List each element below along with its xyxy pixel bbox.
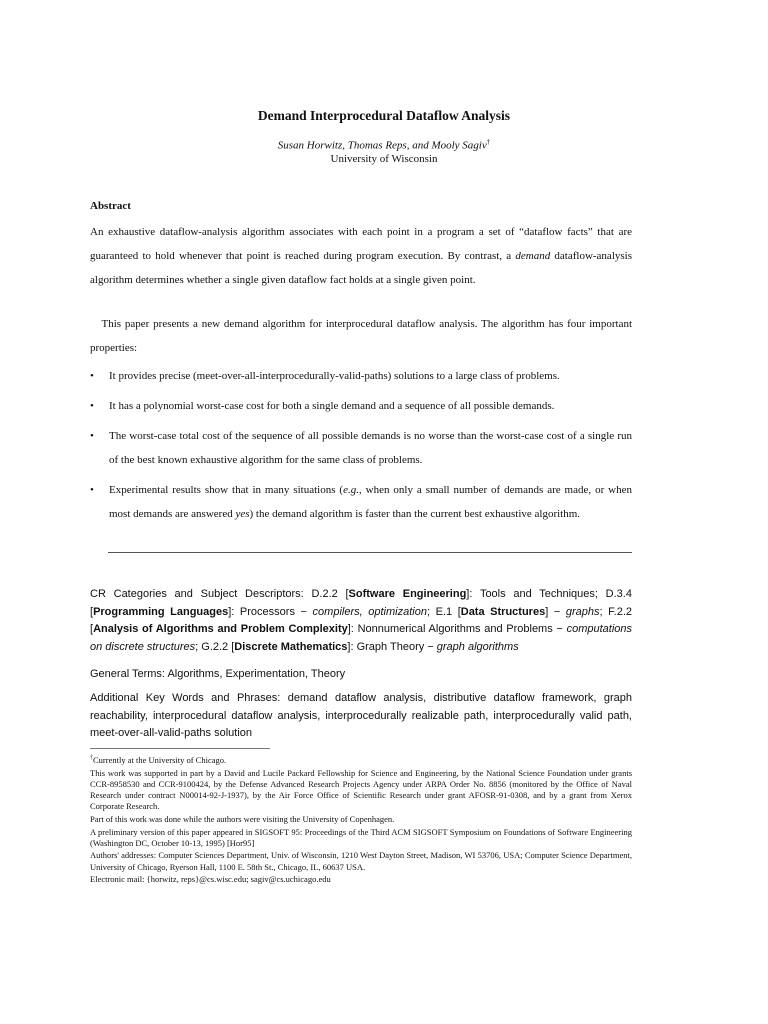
cr-bold: Analysis of Algorithms and Problem Complexity	[93, 623, 348, 635]
bullet-text: The worst-case total cost of the sequence of all possible demands is no worse than the worst-case cost of a single run of the best known exhaustive algorithm for the same class of problems.	[109, 430, 632, 466]
cr-text: ; F.2.2 [	[90, 605, 632, 635]
footnote-addresses: Authors' addresses: Computer Sciences Department, Univ. of Wisconsin, 1210 West Dayton Street, Madison, WI 53706, USA; Computer Science Department, University of Chicago, Ryerson Hall, 1100 E. 58th St., Chicago, IL, 60637 USA.	[90, 850, 632, 872]
bullet-icon: •	[90, 400, 94, 412]
author-dagger: †	[486, 138, 491, 146]
footnote-dagger: †	[90, 755, 93, 761]
cr-bold: Data Structures	[460, 605, 546, 618]
cr-text: CR Categories and Subject Descriptors: D.2.2 [	[90, 588, 349, 600]
footnote-copenhagen: Part of this work was done while the authors were visiting the University of Copenhagen.	[90, 813, 395, 824]
abstract-p1-text-a: An exhaustive dataflow-analysis algorithm associates with each point in a program a set of “dataflow facts” that are guaranteed to hold whenever that point is reached during program execution. By contrast, a	[90, 226, 632, 262]
bullet-text-yes: yes	[235, 508, 250, 520]
bullet-text: It provides precise (meet-over-all-interprocedurally-valid-paths) solutions to a large class of problems.	[109, 370, 560, 382]
footnote-rule	[90, 748, 270, 749]
cr-italic: compilers, optimization	[312, 605, 427, 618]
abstract-p2-text: This paper presents a new demand algorithm for interprocedural dataflow analysis. The algorithm has four important properties:	[90, 318, 633, 354]
cr-text: ]: Nonnumerical Algorithms and Problems −	[347, 623, 567, 635]
abstract-heading: Abstract	[90, 200, 131, 212]
bullet-text: Experimental results show that in many situations (	[109, 484, 344, 496]
cr-text: ] −	[545, 605, 566, 618]
cr-bold: Software Engineering	[348, 588, 467, 600]
cr-text: ]: Graph Theory −	[347, 640, 437, 653]
abstract-p1-emphasis: demand	[515, 250, 551, 262]
bullet-icon: •	[90, 484, 94, 496]
footnotes	[90, 753, 632, 887]
additional-keywords: Additional Key Words and Phrases: demand dataflow analysis, distributive dataflow framework, graph reachability, interprocedural dataflow analysis, interprocedurally realizable path, interprocedurally valid path, meet-over-all-valid-paths solution	[90, 692, 632, 739]
cr-bold: Programming Languages	[93, 605, 229, 618]
list-item	[90, 424, 632, 472]
bullet-text-eg: e.g.	[343, 484, 359, 496]
cr-italic: graph algorithms	[436, 640, 519, 653]
abstract-paragraph-1	[90, 220, 632, 292]
cr-text: ]: Tools and Techniques; D.3.4 [	[90, 588, 632, 618]
abstract-paragraph-2	[90, 312, 632, 360]
list-item	[90, 364, 632, 388]
general-terms: General Terms: Algorithms, Experimentation, Theory	[90, 668, 346, 680]
footnote-preliminary: A preliminary version of this paper appeared in SIGSOFT 95: Proceedings of the Third ACM SIGSOFT Symposium on Foundations of Software Engineering (Washington DC, October 10-13, 1995) [Hor95]	[90, 826, 632, 848]
bullet-text: ) the demand algorithm is faster than the current best exhaustive algorithm.	[249, 508, 581, 520]
cr-text: ]: Processors −	[228, 605, 313, 618]
author-block	[0, 136, 768, 166]
bullet-icon: •	[90, 430, 94, 442]
footnote-funding: This work was supported in part by a David and Lucile Packard Fellowship for Science and Engineering, by the National Science Foundation under grants CCR-8958530 and CCR-9100424, by the Defense Advanced Research Projects Agency under ARPA Order No. 8856 (monitored by the Office of Naval Research under contract N00014-92-J-1937), by the Air Force Office of Scientific Research under grant AFOSR-91-0308, and by a grant from Xerox Corporate Research.	[90, 767, 632, 812]
bullet-text: , when only a small number of demands are made, or when most demands are answered	[109, 484, 632, 520]
footnote-text: Currently at the University of Chicago.	[93, 754, 227, 765]
cr-italic: graphs	[565, 605, 600, 618]
list-item	[90, 394, 632, 418]
abstract-p1-text-b: dataflow-analysis algorithm determines whether a single given dataflow fact holds at a single given point.	[90, 250, 632, 286]
cr-text: ; G.2.2 [	[195, 640, 235, 653]
paper-title: Demand Interprocedural Dataflow Analysis	[257, 108, 511, 123]
cr-italic: computations on discrete structures	[90, 623, 633, 653]
cr-categories	[90, 586, 632, 656]
footnote-affiliation	[90, 753, 632, 766]
properties-list	[90, 364, 632, 532]
abstract-end-rule	[108, 552, 632, 553]
cr-bold: Discrete Mathematics	[234, 640, 348, 653]
affiliation: University of Wisconsin	[330, 152, 438, 165]
bullet-text: It has a polynomial worst-case cost for both a single demand and a sequence of all possible demands.	[109, 400, 555, 412]
footnote-email: Electronic mail: {horwitz, reps}@cs.wisc.edu; sagiv@cs.uchicago.edu	[90, 874, 331, 885]
bullet-icon: •	[90, 370, 94, 382]
list-item	[90, 478, 632, 526]
author-names: Susan Horwitz, Thomas Reps, and Mooly Sagiv	[277, 139, 487, 152]
cr-text: ; E.1 [	[426, 605, 461, 618]
